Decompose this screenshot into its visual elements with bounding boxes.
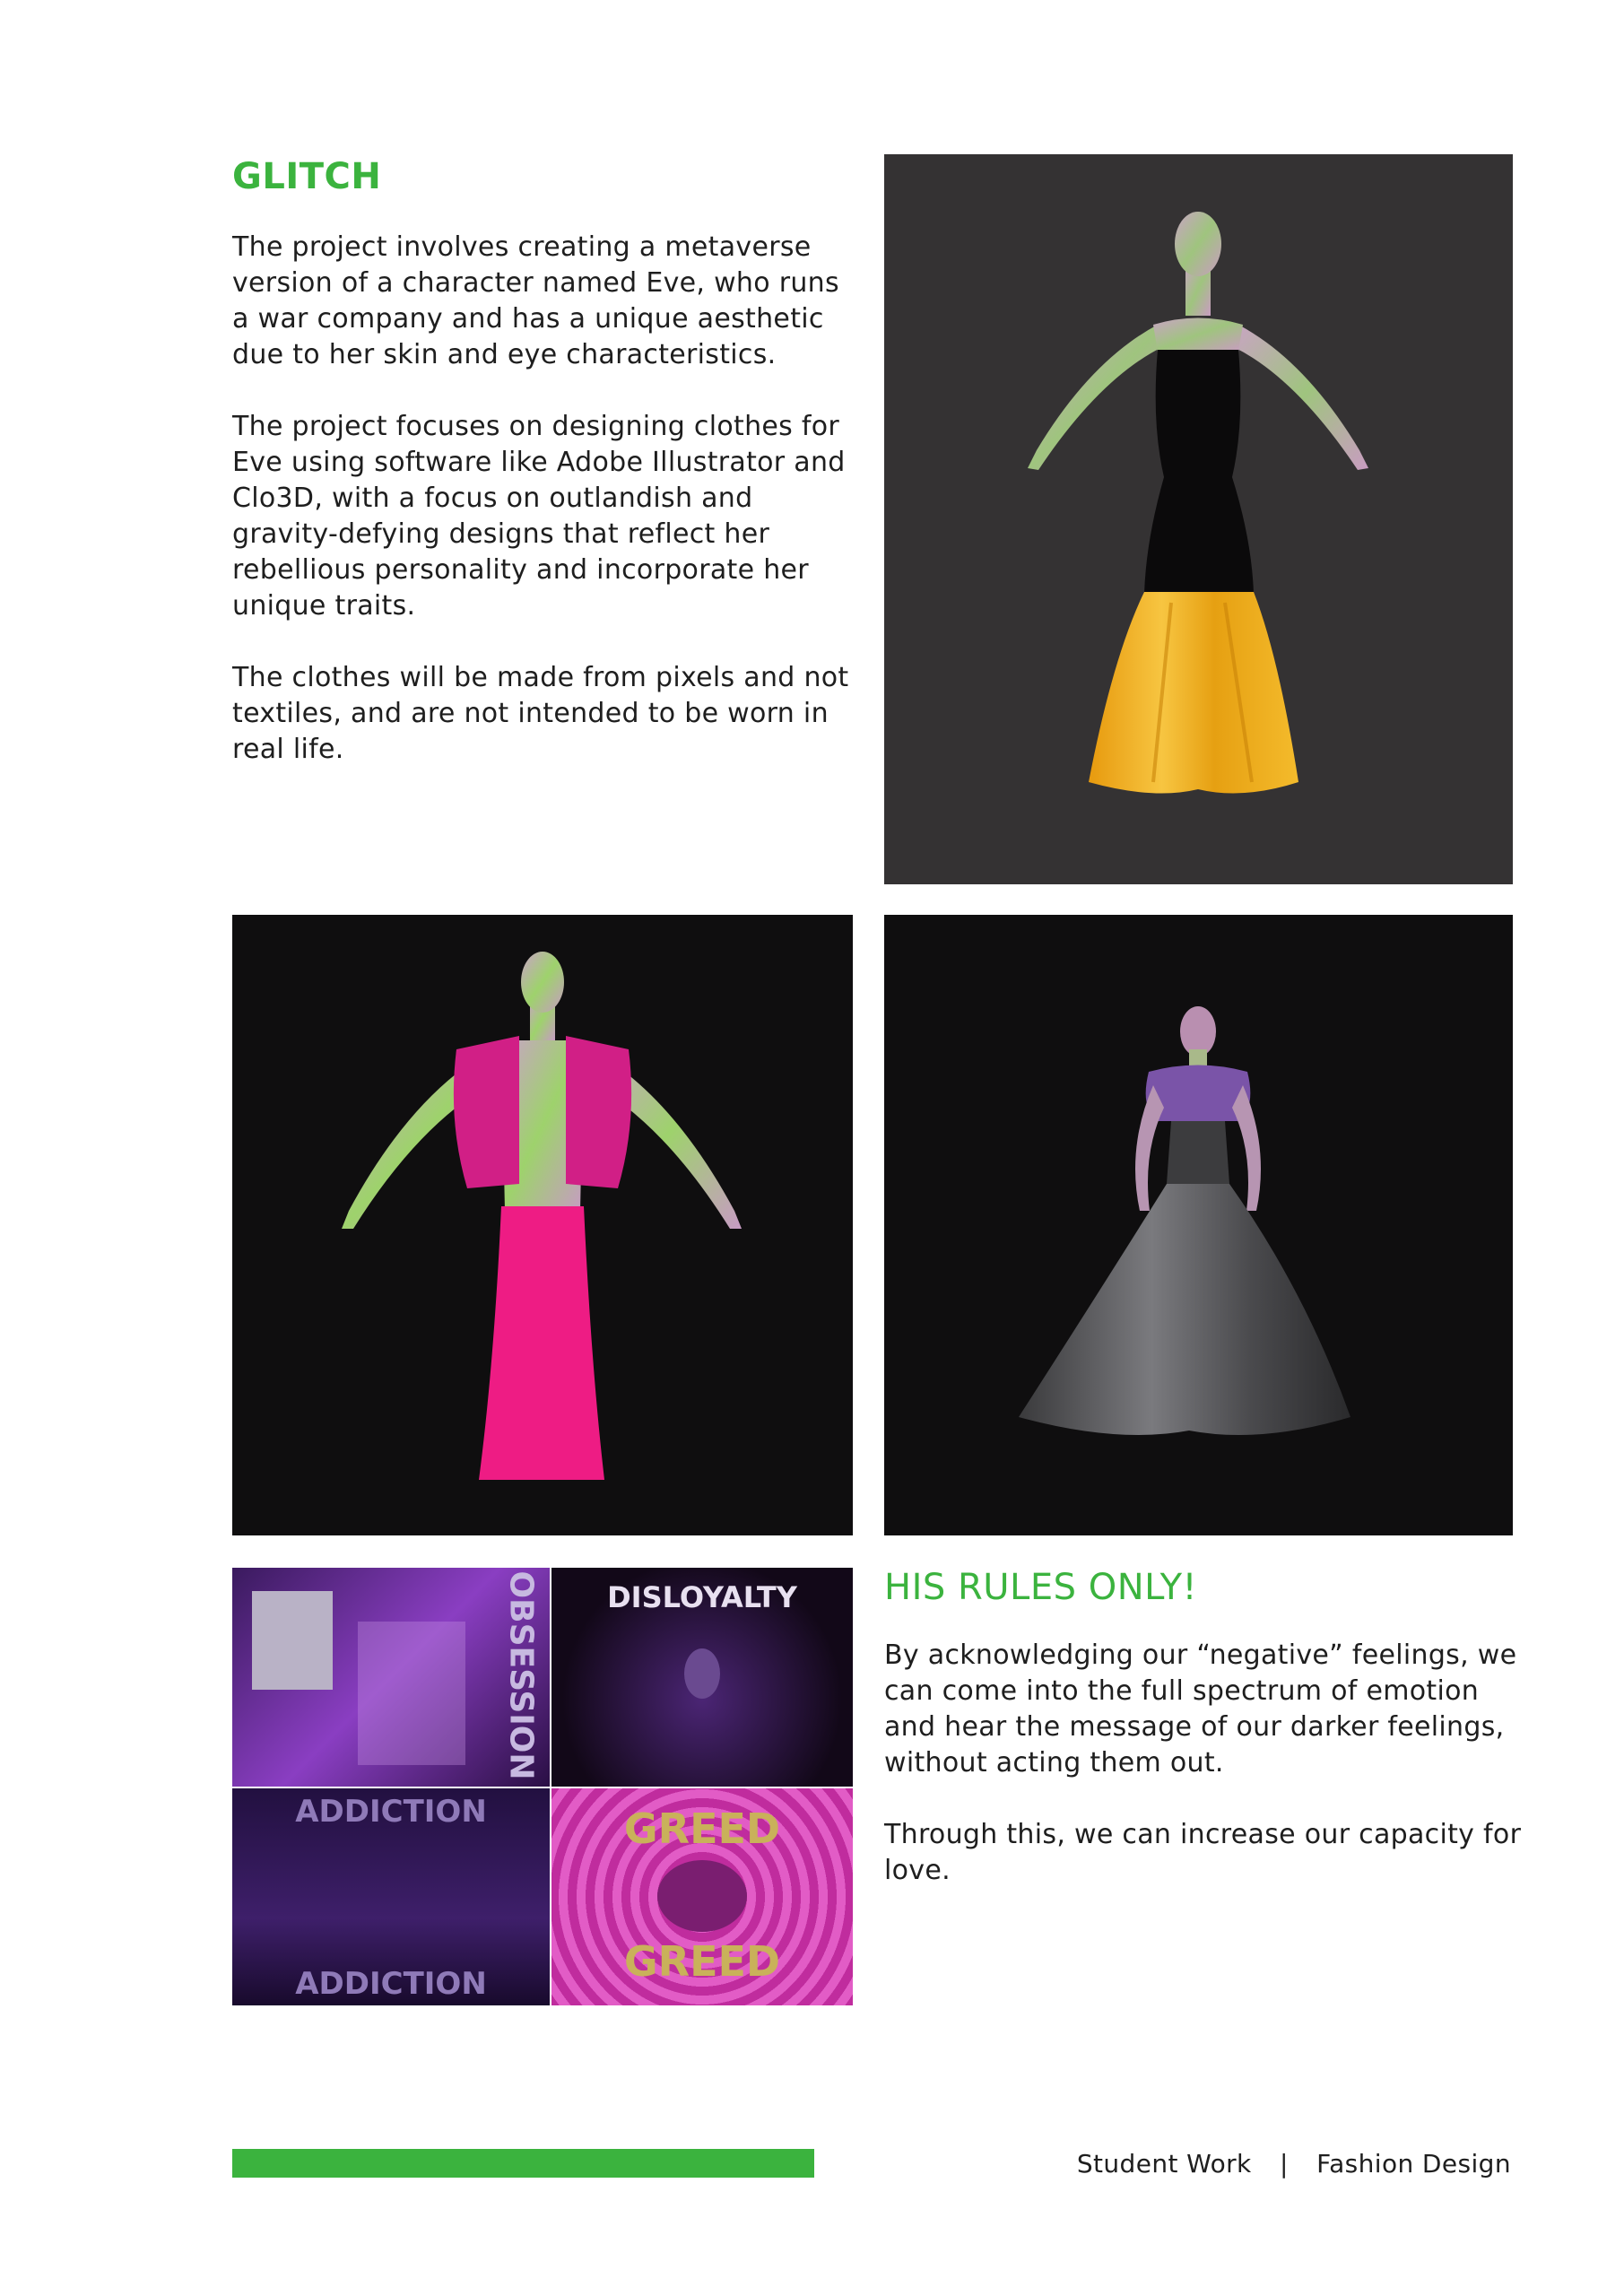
moodboard-word-greed-bottom: GREED <box>623 1937 781 1986</box>
moodboard-tile-obsession <box>232 1568 550 1787</box>
render-pink-outfit <box>232 915 853 1535</box>
render-gold-gown <box>884 154 1513 884</box>
section-title-his-rules-only: HIS RULES ONLY! <box>884 1567 1198 1608</box>
moodboard-word-addiction-bottom: ADDICTION <box>295 1966 487 2002</box>
glitch-paragraph-1: The project involves creating a metaverse version of a character named Eve, who runs a war company and has a unique aesthetic due to her skin and eye characteristics. <box>232 231 839 370</box>
glitch-description <box>232 230 860 768</box>
footer-green-bar <box>232 2149 814 2178</box>
render-grey-gown <box>884 915 1513 1535</box>
his-rules-paragraph-1: By acknowledging our “negative” feelings, we can come into the full spectrum of emotion and hear the message of our darker feelings, without acting them out. <box>884 1639 1517 1779</box>
footer-separator: | <box>1279 2149 1289 2179</box>
moodboard-word-addiction-top: ADDICTION <box>295 1794 487 1830</box>
footer-label <box>1077 2149 1511 2179</box>
moodboard-tile-greed <box>551 1788 853 2005</box>
moodboard-word-disloyalty: DISLOYALTY <box>607 1580 797 1614</box>
moodboard-word-obsession: OBSESSION <box>502 1570 540 1780</box>
moodboard-tile-disloyalty <box>551 1568 853 1787</box>
his-rules-paragraph-2: Through this, we can increase our capacity for love. <box>884 1819 1522 1886</box>
glitch-paragraph-3: The clothes will be made from pixels and not textiles, and are not intended to be worn in real life. <box>232 662 849 765</box>
glitch-paragraph-2: The project focuses on designing clothes for Eve using software like Adobe Illustrator and Clo3D, with a focus on outlandish and gravity-defying designs that reflect her rebellious personality and incorporate her unique traits. <box>232 411 846 622</box>
his-rules-description <box>884 1638 1530 1889</box>
footer-fashion-design: Fashion Design <box>1316 2149 1511 2179</box>
footer-student-work: Student Work <box>1076 2149 1252 2179</box>
moodboard-tile-addiction <box>232 1788 550 2005</box>
moodboard-word-greed-top: GREED <box>623 1805 781 1853</box>
moodboard-collage <box>232 1568 853 2005</box>
section-title-glitch: GLITCH <box>232 156 382 197</box>
